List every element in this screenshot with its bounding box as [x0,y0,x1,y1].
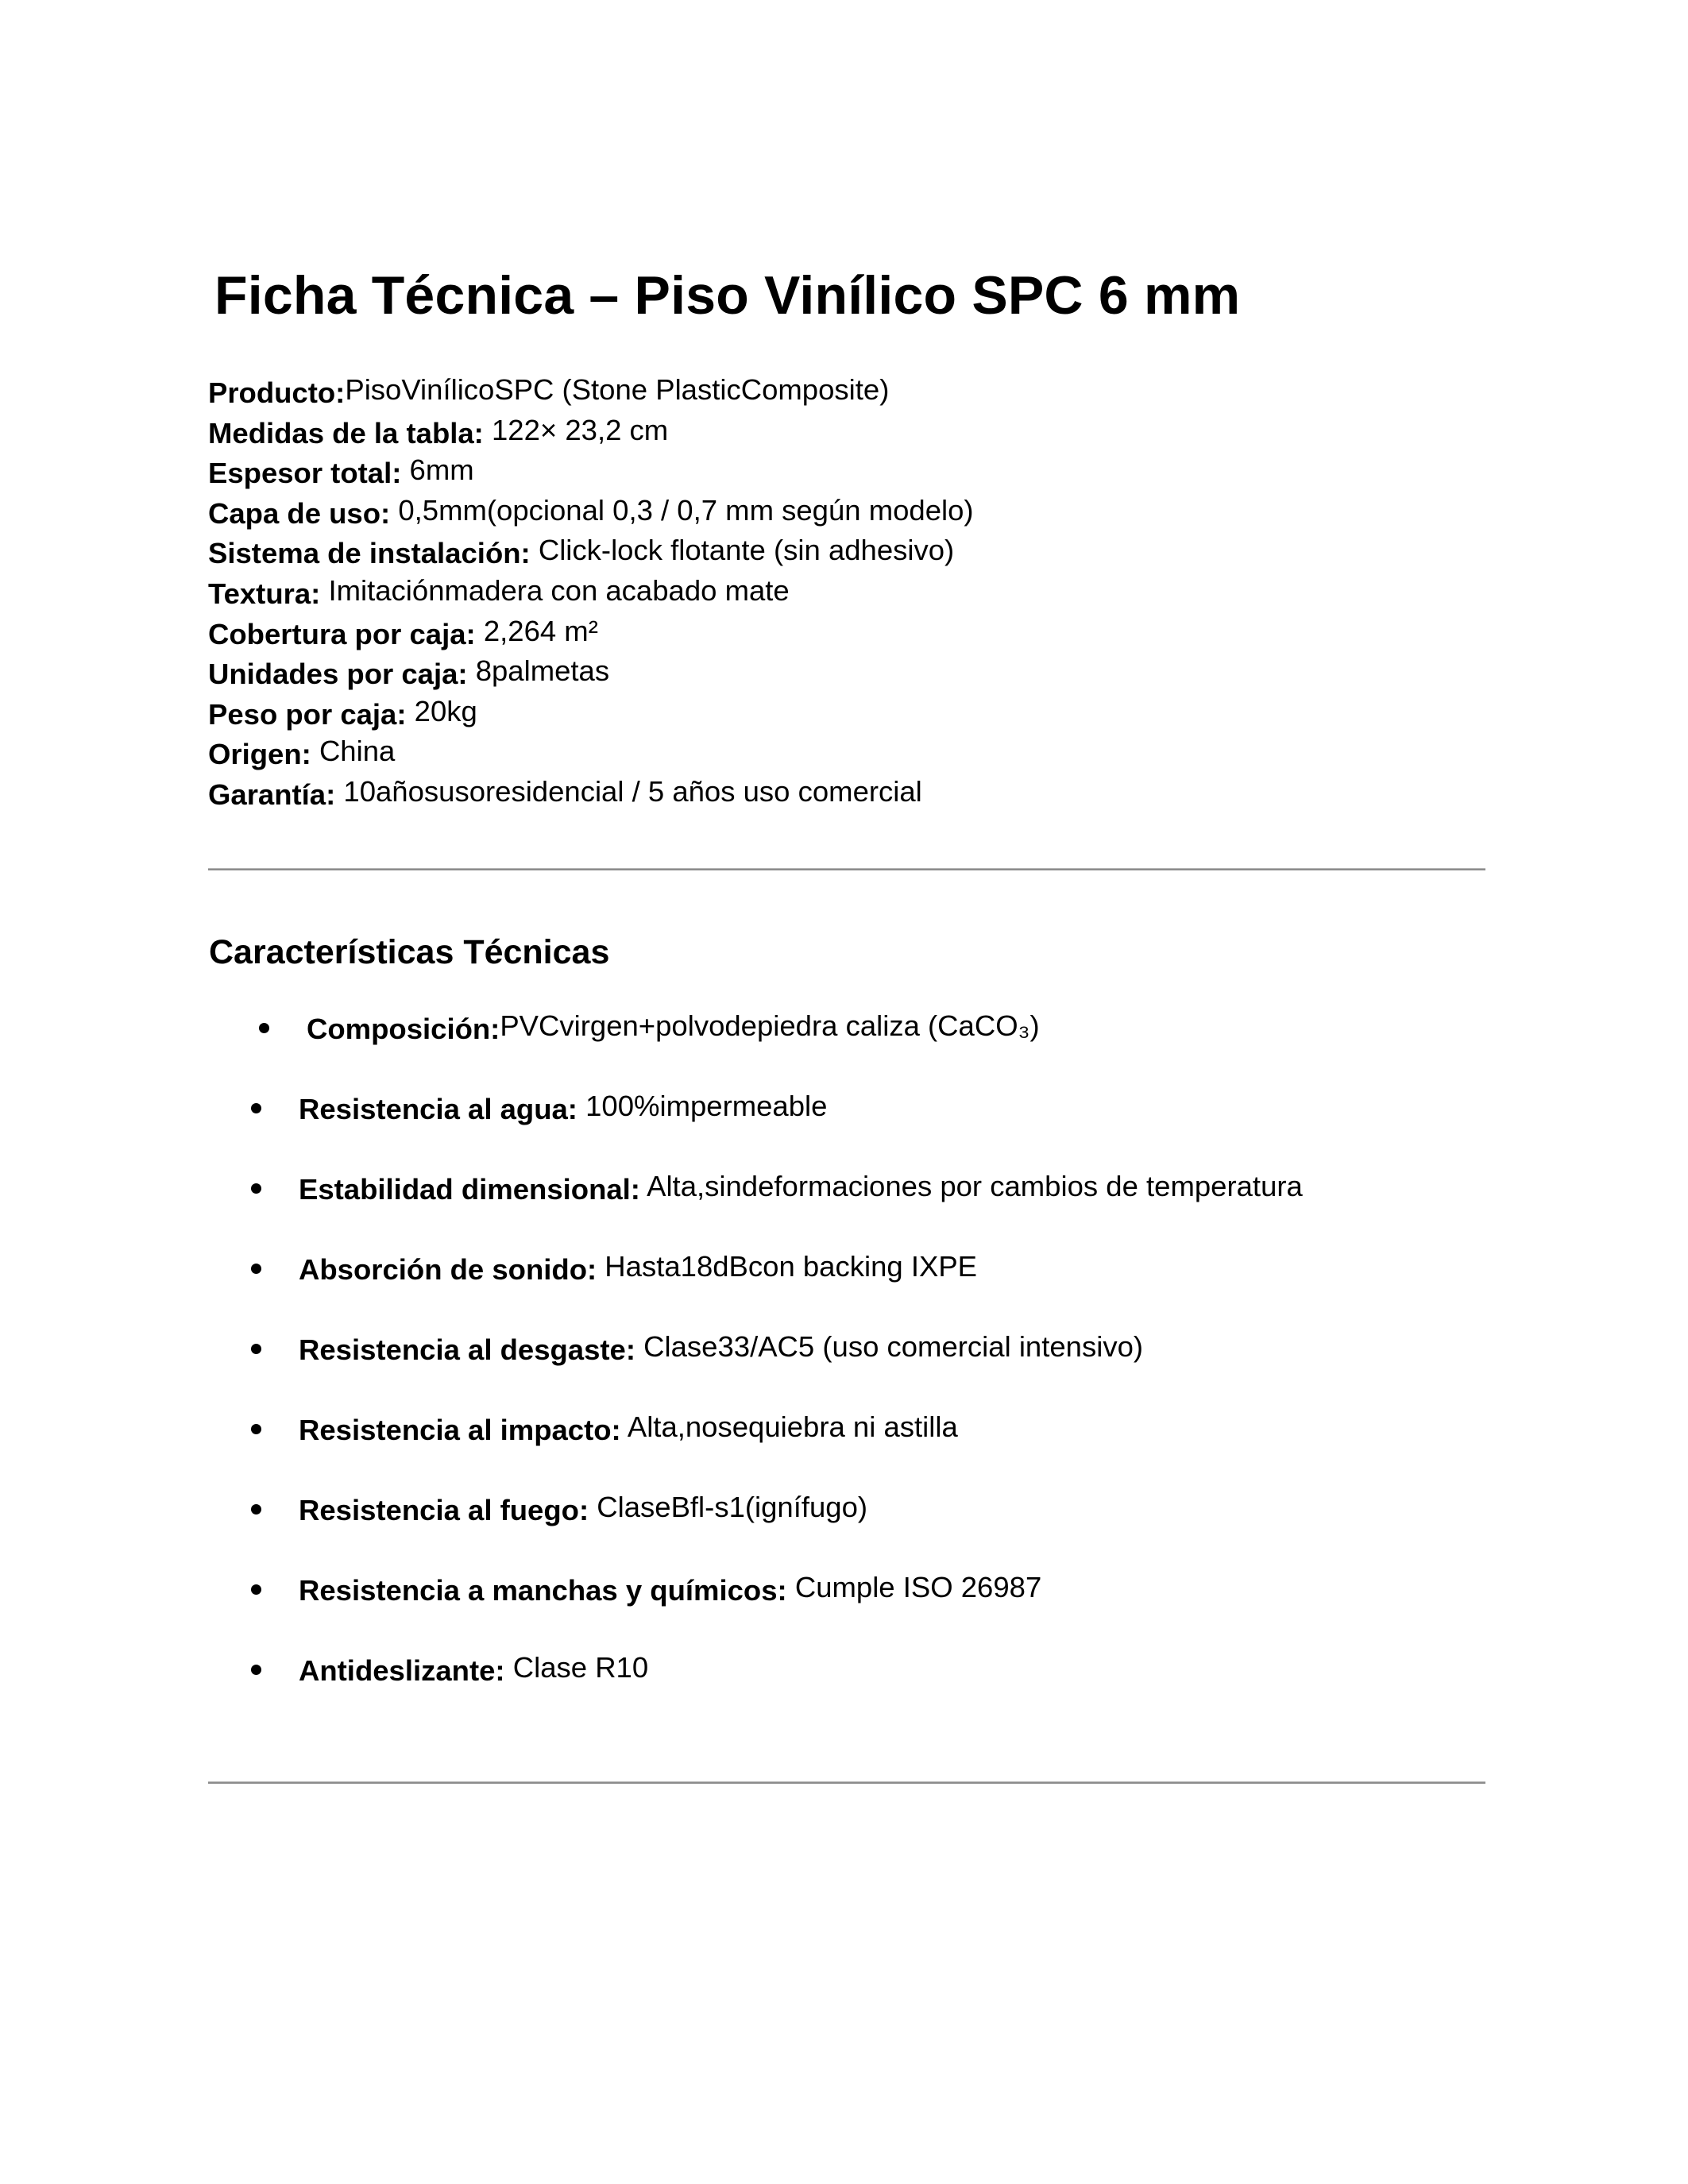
feature-item [299,1491,868,1526]
spec-value: Click-lock flotante (sin adhesivo) [530,534,955,567]
feature-item [307,1009,1040,1045]
spec-value: PisoVinílicoSPC (Stone PlasticComposite) [345,373,890,406]
spec-value: Imitaciónmadera con acabado mate [320,573,790,607]
spec-row-unidades [208,651,974,692]
feature-value: Cumple ISO 26987 [786,1571,1042,1603]
spec-list [208,370,974,812]
section-title: Características Técnicas [209,933,610,971]
spec-row-textura [208,571,974,612]
spec-label: Peso por caja: [208,697,407,731]
spec-label: Unidades por caja: [208,658,468,691]
spec-value: 2,264 m² [475,614,598,647]
feature-label: Absorción de sonido: [299,1253,597,1286]
feature-item [299,1170,1303,1206]
spec-row-instalacion [208,531,974,571]
feature-label: Resistencia al agua: [299,1093,577,1125]
spec-row-producto [208,370,974,411]
feature-value: Alta,sindeformaciones por cambios de temperatura [639,1170,1303,1202]
feature-value: Clase33/AC5 (uso comercial intensivo) [635,1330,1144,1363]
spec-value: 20kg [406,694,477,727]
page-title: Ficha Técnica – Piso Vinílico SPC 6 mm [214,265,1241,326]
bullet-icon [251,1504,261,1515]
spec-label: Producto: [208,376,346,409]
spec-label: Capa de uso: [208,496,391,530]
feature-item [299,1410,958,1446]
spec-label: Textura: [208,577,321,610]
feature-value: Alta,nosequiebra ni astilla [620,1410,958,1443]
bullet-icon [251,1103,261,1113]
horizontal-divider [208,1781,1485,1784]
spec-value: China [311,735,396,768]
spec-row-origen [208,731,974,772]
feature-value: ClaseBfl-s1(ignífugo) [589,1491,868,1523]
spec-label: Espesor total: [208,457,402,490]
spec-row-medidas [208,411,974,451]
spec-label: Garantía: [208,778,336,811]
spec-value: 8palmetas [467,654,610,688]
feature-item [299,1571,1042,1607]
feature-item [299,1651,649,1687]
spec-label: Origen: [208,738,311,771]
feature-label: Resistencia al desgaste: [299,1333,636,1366]
feature-item [299,1250,978,1286]
bullet-icon [251,1584,261,1595]
spec-label: Sistema de instalación: [208,537,531,570]
bullet-icon [251,1344,261,1354]
spec-row-espesor [208,450,974,491]
feature-value: Hasta18dBcon backing IXPE [597,1250,978,1283]
feature-label: Resistencia al fuego: [299,1494,589,1526]
bullet-icon [251,1665,261,1675]
spec-value: 6mm [401,453,474,487]
bullet-icon [251,1424,261,1434]
feature-item [299,1090,828,1125]
feature-value: PVCvirgen+polvodepiedra caliza (CaCO₃) [500,1009,1040,1042]
spec-label: Cobertura por caja: [208,617,476,650]
feature-label: Composición: [307,1013,500,1045]
spec-value: 0,5mm(opcional 0,3 / 0,7 mm según modelo) [390,493,974,527]
feature-value: 100%impermeable [577,1090,828,1122]
spec-label: Medidas de la tabla: [208,416,484,450]
bullet-icon [251,1183,261,1194]
spec-value: 10añosusoresidencial / 5 años uso comercial [335,774,922,808]
spec-row-peso [208,692,974,732]
feature-label: Antideslizante: [299,1654,505,1687]
horizontal-divider [208,868,1485,870]
spec-value: 122× 23,2 cm [483,413,669,446]
feature-label: Estabilidad dimensional: [299,1173,640,1206]
bullet-icon [251,1264,261,1274]
feature-item [299,1330,1144,1366]
spec-row-garantia [208,772,974,812]
feature-label: Resistencia a manchas y químicos: [299,1574,787,1607]
bullet-icon [259,1023,269,1033]
feature-value: Clase R10 [504,1651,649,1684]
feature-label: Resistencia al impacto: [299,1414,621,1446]
spec-row-capa-de-uso [208,491,974,531]
spec-row-cobertura [208,612,974,652]
